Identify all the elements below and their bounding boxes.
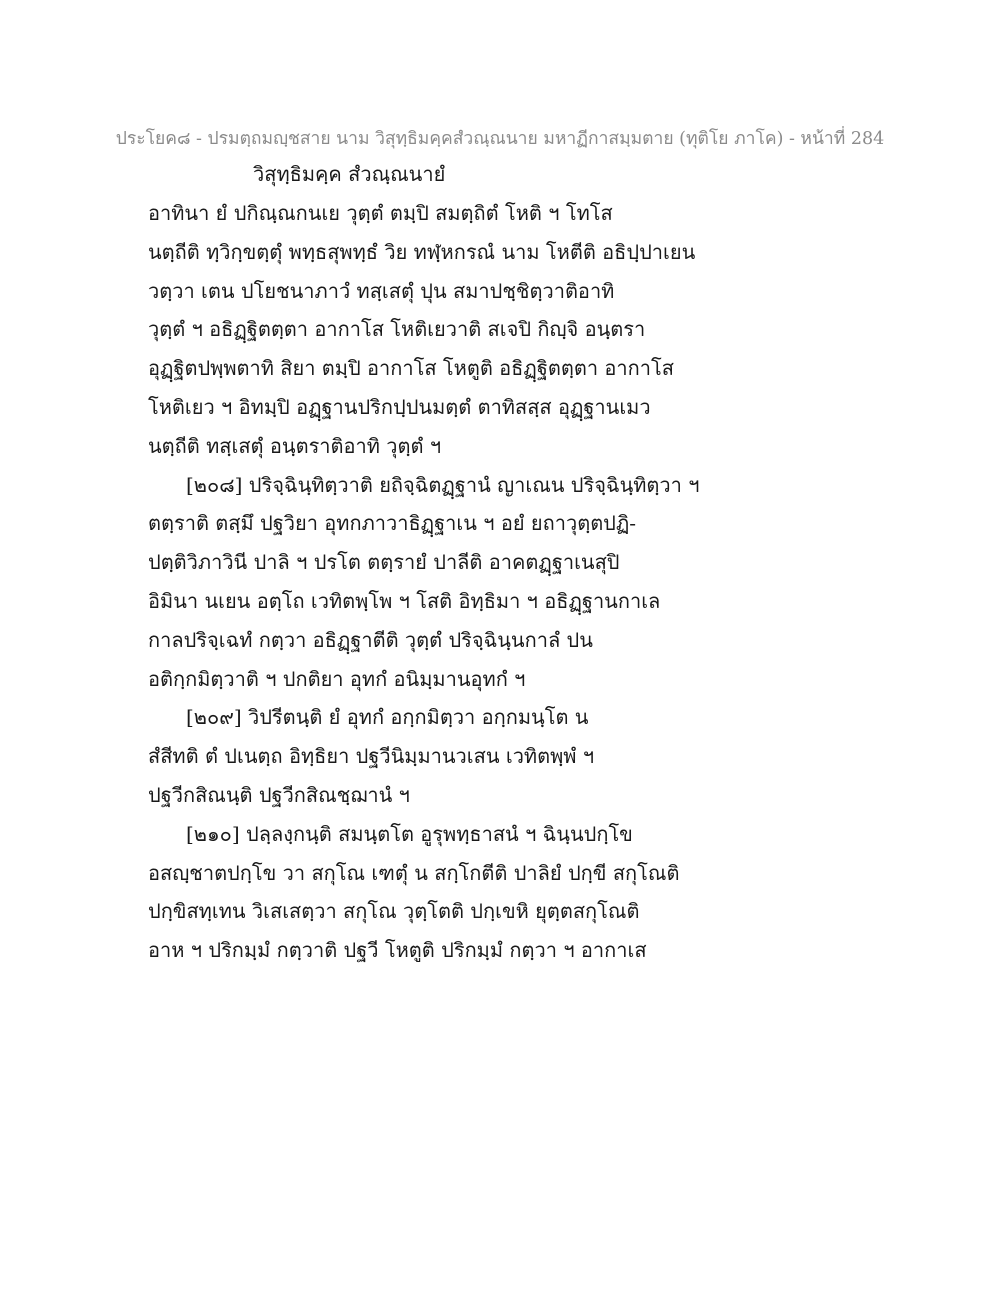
body-text: [148, 198, 768, 974]
text-line: อสญฺชาตปกฺโข วา สกุโณ เฑตุํ น สกฺโกตีติ ปาลิยํ ปกฺขี สกุโณติ: [148, 860, 680, 885]
text-line: อาห ฯ ปริกมฺมํ กตฺวาติ ปฐวี โหตูติ ปริกมฺมํ กตฺวา ฯ อากาเส: [148, 938, 647, 963]
text-line: อติกฺกมิตฺวาติ ฯ ปกติยา อุทกํ อนิมฺมานอุทกํ ฯ: [148, 666, 526, 691]
text-line: อุฏฺฐิตปพฺพตาทิ สิยา ตมฺปิ อากาโส โหตูติ อธิฏฺฐิตตฺตา อากาโส: [148, 356, 674, 381]
book-title: วิสุทฺธิมคฺค สํวณฺณนายํ: [253, 162, 446, 186]
text-line: นตฺถีติ ทฺวิกฺขตฺตุํ พทฺธสุพทฺธํ วิย ทฬฺหกรณํ นาม โหตีติ อธิปฺปาเยน: [148, 239, 696, 264]
text-line: กาลปริจฺเฉทํ กตฺวา อธิฏฺฐาตีติ วุตฺตํ ปริจฺฉินฺนกาลํ ปน: [148, 627, 593, 652]
text-line: ปตฺติวิภาวินี ปาลิ ฯ ปรโต ตตฺรายํ ปาลีติ อาคตฏฺฐาเนสุปิ: [148, 550, 620, 575]
text-line: นตฺถีติ ทสฺเสตุํ อนฺตราติอาทิ วุตฺตํ ฯ: [148, 433, 442, 458]
text-line: ปฐวีกสิณนฺติ ปฐวีกสิณชฺฌานํ ฯ: [148, 782, 410, 807]
text-line: ตตฺราติ ตสฺมึ ปฐวิยา อุทกภาวาธิฏฺฐาเน ฯ อยํ ยถาวุตฺตปฏิ-: [148, 511, 637, 536]
text-line: [๒๐๙] วิปรีตนฺติ ยํ อุทกํ อกฺกมิตฺวา อกฺกมนฺโต น: [186, 705, 589, 730]
text-line: วตฺวา เตน ปโยชนาภาวํ ทสฺเสตุํ ปุน สมาปชฺชิตฺวาติอาทิ: [148, 278, 615, 303]
text-line: วุตฺตํ ฯ อธิฏฺฐิตตฺตา อากาโส โหติเยวาติ สเจปิ กิญฺจิ อนฺตรา: [148, 317, 646, 342]
running-header: ประโยค๘ - ปรมตฺถมญฺชสาย นาม วิสุทฺธิมคฺคสํวณฺณนาย มหาฏีกาสมฺมตาย (ทุติโย ภาโค) - หน้าที่ 284: [115, 129, 885, 149]
text-line: ปกฺขิสทฺเทน วิเสเสตฺวา สกุโณ วุตฺโตติ ปกฺเขหิ ยุตฺตสกุโณติ: [148, 899, 640, 924]
text-line: โหติเยว ฯ อิทมฺปิ อฏฺฐานปริกปฺปนมตฺตํ ตาทิสสฺส อุฏฺฐานเมว: [148, 394, 651, 419]
text-line: [๒๑๐] ปลฺลงฺกนฺติ สมนฺตโต อูรุพทฺธาสนํ ฯ ฉินฺนปกฺโข: [186, 821, 633, 846]
text-line: อาทินา ยํ ปกิณฺณกนเย วุตฺตํ ตมฺปิ สมตฺถิตํ โหติ ฯ โทโส: [148, 201, 613, 225]
text-line: สํสีทติ ตํ ปเนตฺถ อิทฺธิยา ปฐวีนิมฺมานวเสน เวทิตพฺพํ ฯ: [148, 744, 595, 769]
text-line: [๒๐๘] ปริจฺฉินฺทิตฺวาติ ยถิจฺฉิตฏฺฐานํ ญาเณน ปริจฺฉินฺทิตฺวา ฯ: [186, 472, 700, 497]
text-line: อิมินา นเยน อตฺโถ เวทิตพฺโพ ฯ โสติ อิทฺธิมา ฯ อธิฏฺฐานกาเล: [148, 588, 661, 613]
